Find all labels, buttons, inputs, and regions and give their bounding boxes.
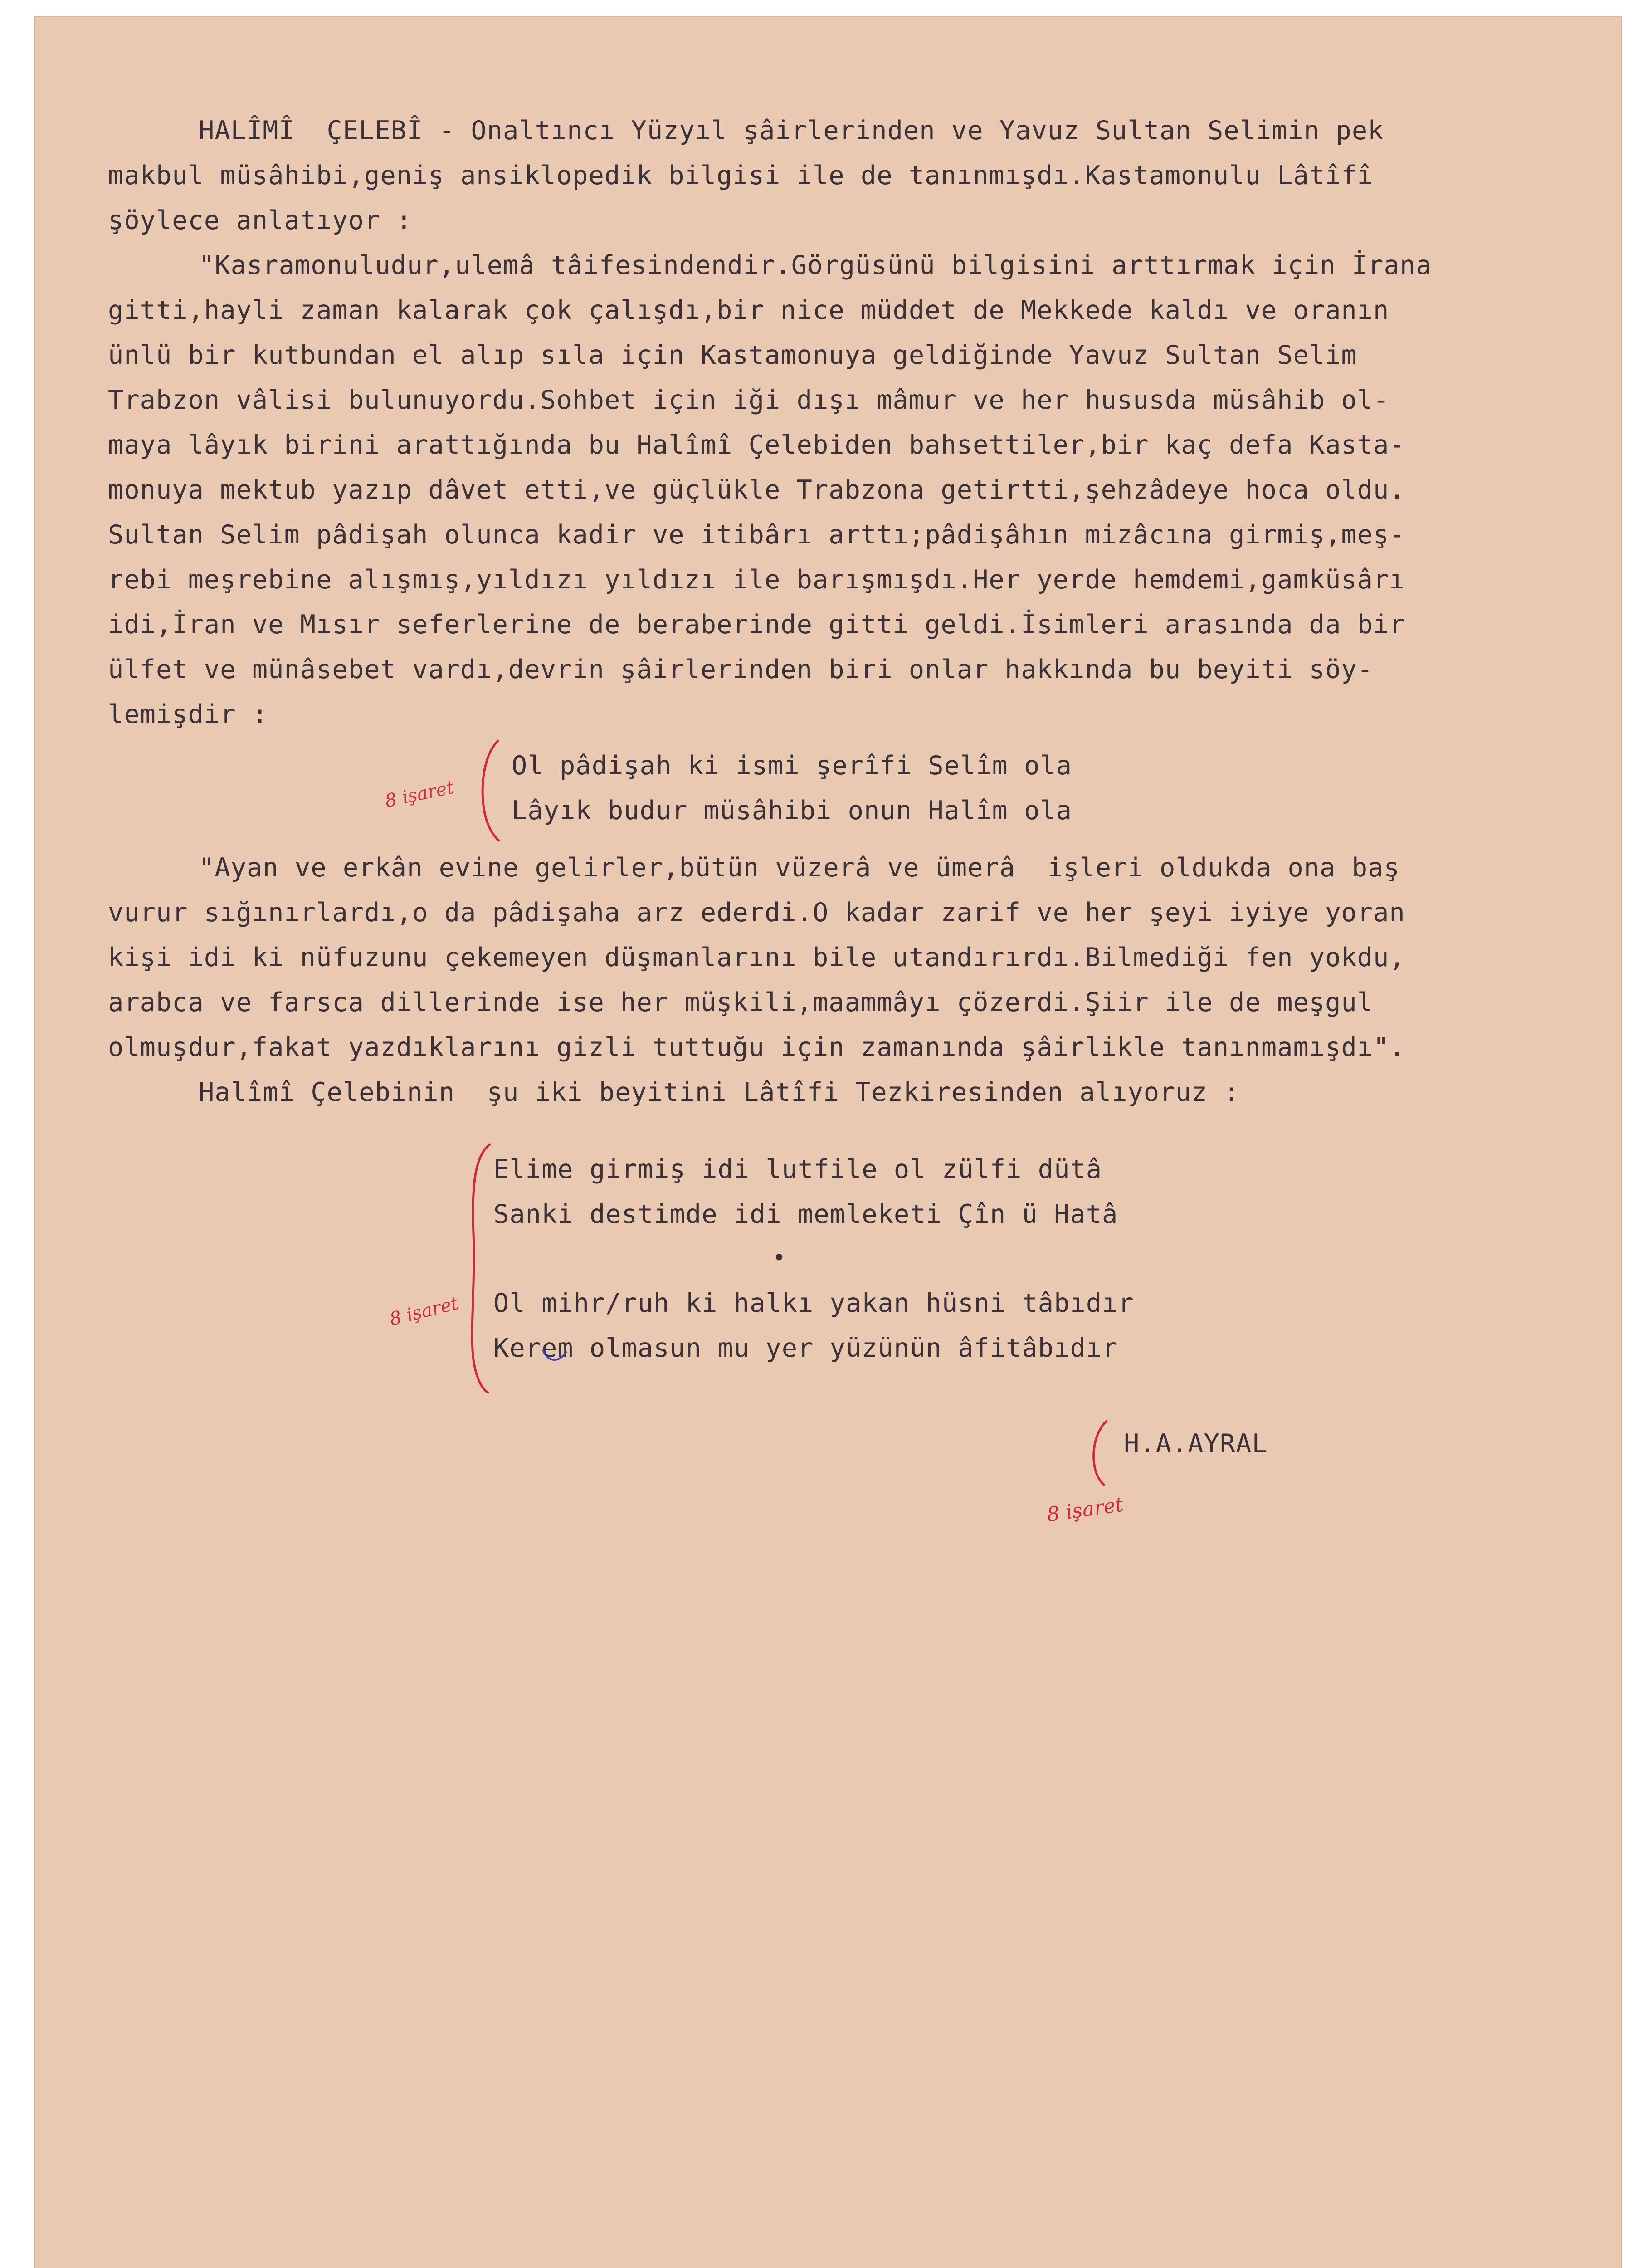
red-margin-note: 8 işaret — [383, 777, 456, 812]
text-line: Sultan Selim pâdişah olunca kadir ve itibârı arttı;pâdişâhın mizâcına girmiş,meş- — [108, 520, 1405, 550]
couplet-bracket — [475, 738, 502, 843]
text-line: vurur sığınırlardı,o da pâdişaha arz ederdi.O kadar zarif ve her şeyi iyiye yoran — [108, 898, 1405, 928]
verse-line: Ol mihr/ruh ki halkı yakan hüsni tâbıdır — [493, 1288, 1134, 1318]
text-line: "Ayan ve erkân evine gelirler,bütün vüzerâ ve ümerâ işleri oldukda ona baş — [199, 853, 1400, 883]
red-margin-note: 8 işaret — [387, 1293, 461, 1330]
signature: H.A.AYRAL — [1124, 1429, 1268, 1459]
text-line: lemişdir : — [108, 699, 268, 729]
text-line: şöylece anlatıyor : — [108, 205, 413, 235]
couplets-bracket — [462, 1142, 493, 1396]
text-line: idi,İran ve Mısır seferlerine de beraberinde gitti geldi.İsimleri arasında da bir — [108, 610, 1405, 640]
text-line: "Kasramonuludur,ulemâ tâifesindendir.Görgüsünü bilgisini arttırmak için İrana — [199, 250, 1432, 280]
verse-line: Elime girmiş idi lutfile ol zülfi dütâ — [493, 1154, 1102, 1184]
text-line: olmuşdur,fakat yazdıklarını gizli tuttuğu için zamanında şâirlikle tanınmamışdı". — [108, 1032, 1405, 1062]
text-line: gitti,hayli zaman kalarak çok çalışdı,bir nice müddet de Mekkede kaldı ve oranın — [108, 295, 1389, 325]
verse-separator: • — [772, 1245, 787, 1271]
text-line: ünlü bir kutbundan el alıp sıla için Kastamonuya geldiğinde Yavuz Sultan Selim — [108, 340, 1357, 370]
verse-line: Sanki destimde idi memleketi Çîn ü Hatâ — [493, 1199, 1118, 1229]
signature-bracket — [1087, 1419, 1110, 1487]
text-line: kişi idi ki nüfuzunu çekemeyen düşmanlarını bile utandırırdı.Bilmediği fen yokdu, — [108, 943, 1405, 973]
text-line: arabca ve farsca dillerinde ise her müşkili,maammâyı çözerdi.Şiir ile de meşgul — [108, 987, 1374, 1017]
text-line: monuya mektub yazıp dâvet etti,ve güçlükle Trabzona getirtti,şehzâdeye hoca oldu. — [108, 475, 1405, 505]
text-line: ülfet ve münâsebet vardı,devrin şâirlerinden biri onlar hakkında bu beyiti söy- — [108, 655, 1374, 684]
typewritten-page — [35, 17, 1621, 2268]
verse-line: Lâyık budur müsâhibi onun Halîm ola — [512, 796, 1073, 826]
verse-line: Ol pâdişah ki ismi şerîfi Selîm ola — [512, 751, 1073, 781]
text-line: Halîmî Çelebinin şu iki beyitini Lâtîfi Tezkiresinden alıyoruz : — [199, 1077, 1240, 1107]
red-margin-note: 8 işaret — [1045, 1493, 1125, 1527]
text-line: Trabzon vâlisi bulunuyordu.Sohbet için iği dışı mâmur ve her hususda müsâhib ol- — [108, 385, 1389, 415]
text-line: HALÎMÎ ÇELEBÎ - Onaltıncı Yüzyıl şâirlerinden ve Yavuz Sultan Selimin pek — [199, 116, 1384, 146]
red-underline-mark — [541, 1349, 568, 1367]
verse-line: Kerem olmasun mu yer yüzünün âfitâbıdır — [493, 1333, 1118, 1363]
text-line: rebi meşrebine alışmış,yıldızı yıldızı ile barışmışdı.Her yerde hemdemi,gamküsârı — [108, 565, 1405, 595]
text-line: maya lâyık birini arattığında bu Halîmî Çelebiden bahsettiler,bir kaç defa Kasta- — [108, 430, 1405, 460]
text-line: makbul müsâhibi,geniş ansiklopedik bilgisi ile de tanınmışdı.Kastamonulu Lâtîfî — [108, 161, 1374, 191]
